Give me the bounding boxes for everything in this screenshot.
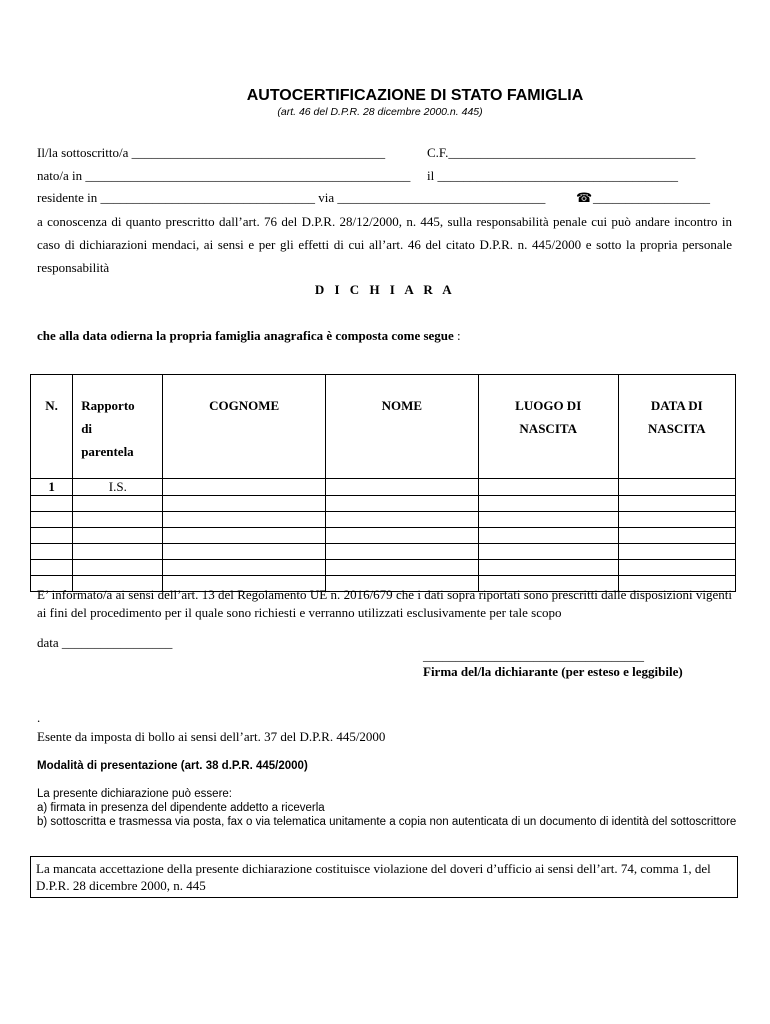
table-cell[interactable] xyxy=(163,512,325,528)
document-subtitle: (art. 46 del D.P.R. 28 dicembre 2000.n. 445) xyxy=(277,106,483,118)
table-row xyxy=(31,512,736,528)
pres-item-b: b) sottoscritta e trasmessa via posta, fax o via telematica unitamente a copia non autenticata di un documento di identità del sottoscrittore xyxy=(37,816,737,828)
table-cell[interactable] xyxy=(478,560,618,576)
intro-text xyxy=(37,328,461,344)
phone-icon: ☎ xyxy=(576,190,593,205)
table-cell[interactable] xyxy=(163,528,325,544)
presentazione-list xyxy=(37,787,737,829)
intro-colon: : xyxy=(453,328,461,343)
document-title: AUTOCERTIFICAZIONE DI STATO FAMIGLIA xyxy=(246,87,584,104)
header-n: N. xyxy=(31,375,73,479)
table-cell[interactable] xyxy=(73,560,163,576)
table-cell[interactable] xyxy=(31,496,73,512)
intro-label: che alla data odierna la propria famiglia anagrafica è composta come segue xyxy=(37,328,454,343)
family-table xyxy=(30,374,736,592)
boxed-notice: La mancata accettazione della presente dichiarazione costituisce violazione del doveri d’ufficio ai sensi dell’art. 74, comma 1, del D.P.R. 28 dicembre 2000, n. 445 xyxy=(30,856,738,898)
table-cell[interactable] xyxy=(325,544,478,560)
table-cell[interactable] xyxy=(31,512,73,528)
table-cell[interactable] xyxy=(73,496,163,512)
table-cell[interactable] xyxy=(325,512,478,528)
table-cell[interactable] xyxy=(325,496,478,512)
table-cell[interactable] xyxy=(163,560,325,576)
cf-field[interactable]: C.F.______________________________________ xyxy=(427,145,696,160)
header-rapporto: Rapporto di parentela xyxy=(73,375,163,479)
header-luogo-nascita: LUOGO DI NASCITA xyxy=(478,375,618,479)
table-cell[interactable] xyxy=(478,544,618,560)
table-cell[interactable] xyxy=(73,528,163,544)
privacy-notice: E’ informato/a ai sensi dell’art. 13 del Regolamento UE n. 2016/679 che i dati sopra riportati sono prescritti dalle disposizioni vigenti ai fini del procedimento per il quale sono richiesti e verranno utilizzati esclusivamente per tale scopo xyxy=(37,587,732,620)
modalita-heading: Modalità di presentazione (art. 38 d.P.R. 445/2000) xyxy=(37,760,308,772)
table-cell[interactable] xyxy=(618,496,735,512)
table-cell[interactable] xyxy=(31,528,73,544)
table-header-row xyxy=(31,375,736,479)
table-cell[interactable] xyxy=(325,560,478,576)
table-cell[interactable] xyxy=(478,496,618,512)
firma-label: Firma del/la dichiarante (per esteso e leggibile) xyxy=(423,664,683,679)
header-nome: NOME xyxy=(325,375,478,479)
nato-field[interactable]: nato/a in __________________________________________________ xyxy=(37,168,411,183)
table-cell[interactable] xyxy=(163,496,325,512)
table-cell[interactable] xyxy=(478,479,618,496)
residente-field[interactable]: residente in _________________________________ via ________________________________ xyxy=(37,190,546,205)
pres-intro: La presente dichiarazione può essere: xyxy=(37,788,232,800)
row-number: 1 xyxy=(31,479,73,496)
table-cell[interactable] xyxy=(325,479,478,496)
table-cell[interactable] xyxy=(325,528,478,544)
phone-field[interactable]: __________________ xyxy=(593,190,710,205)
table-cell[interactable] xyxy=(618,512,735,528)
table-row xyxy=(31,544,736,560)
table-cell[interactable] xyxy=(618,528,735,544)
table-cell[interactable] xyxy=(478,512,618,528)
sottoscritto-field[interactable]: Il/la sottoscritto/a _______________________________________ xyxy=(37,145,386,160)
table-cell[interactable] xyxy=(478,528,618,544)
table-cell[interactable] xyxy=(163,544,325,560)
table-row xyxy=(31,560,736,576)
dichiara-heading: D I C H I A R A xyxy=(314,282,456,297)
table-row xyxy=(31,528,736,544)
table-cell[interactable] xyxy=(31,544,73,560)
bollo-note: Esente da imposta di bollo ai sensi dell’art. 37 del D.P.R. 445/2000 xyxy=(37,729,386,744)
conoscenza-paragraph: a conoscenza di quanto prescritto dall’art. 76 del D.P.R. 28/12/2000, n. 445, sulla responsabilità penale cui può andare incontro in caso di dichiarazioni mendaci, ai sensi e per gli effetti di cui all’art. 46 del citato D.P.R. n. 445/2000 e sotto la propria personale responsabilità xyxy=(37,214,732,275)
table-cell[interactable] xyxy=(618,560,735,576)
pres-item-a: a) firmata in presenza del dipendente addetto a riceverla xyxy=(37,802,325,814)
table-cell[interactable] xyxy=(31,560,73,576)
table-cell[interactable] xyxy=(163,479,325,496)
data-field[interactable]: data _________________ xyxy=(37,635,173,650)
row-rapporto: I.S. xyxy=(73,479,163,496)
table-row xyxy=(31,479,736,496)
data-nascita-field[interactable]: il _____________________________________ xyxy=(427,168,678,183)
table-row xyxy=(31,496,736,512)
table-cell[interactable] xyxy=(618,479,735,496)
firma-line[interactable]: __________________________________ xyxy=(423,648,644,663)
header-cognome: COGNOME xyxy=(163,375,325,479)
table-cell[interactable] xyxy=(618,544,735,560)
table-cell[interactable] xyxy=(73,512,163,528)
table-cell[interactable] xyxy=(73,544,163,560)
header-data-nascita: DATA DI NASCITA xyxy=(618,375,735,479)
dot: . xyxy=(37,710,41,725)
